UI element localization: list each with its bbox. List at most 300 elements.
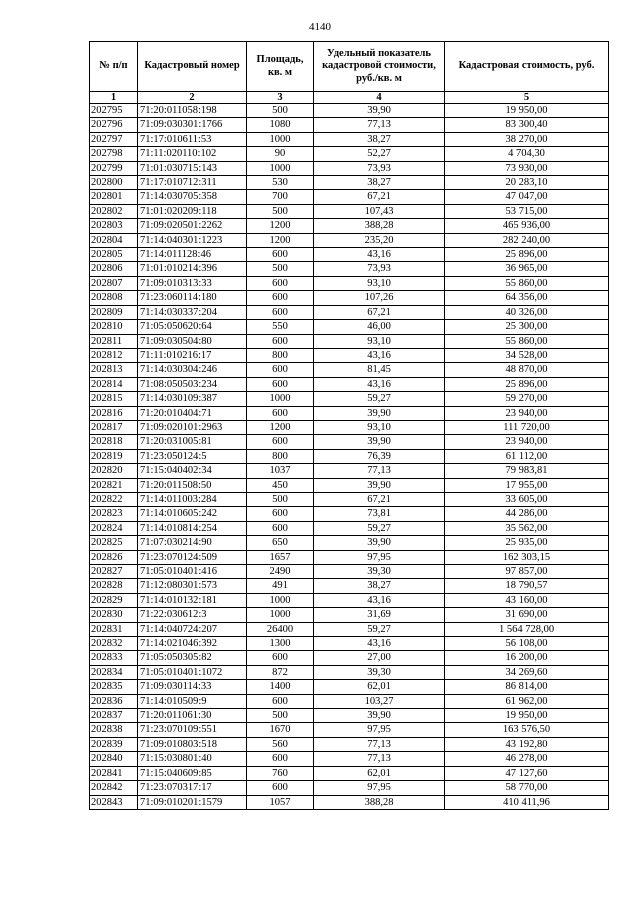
cadastral-value-cell: 47 127,60 bbox=[445, 766, 609, 780]
cadastral-value-cell: 4 704,30 bbox=[445, 147, 609, 161]
row-number-cell: 202841 bbox=[90, 766, 138, 780]
cadastral-number-cell: 71:23:070124:509 bbox=[138, 550, 247, 564]
cadastral-number-cell: 71:01:010214:396 bbox=[138, 262, 247, 276]
area-cell: 700 bbox=[247, 190, 314, 204]
area-cell: 800 bbox=[247, 348, 314, 362]
area-cell: 500 bbox=[247, 262, 314, 276]
area-cell: 800 bbox=[247, 449, 314, 463]
unit-value-cell: 38,27 bbox=[314, 176, 445, 190]
unit-value-cell: 39,90 bbox=[314, 478, 445, 492]
area-cell: 1000 bbox=[247, 132, 314, 146]
row-number-cell: 202835 bbox=[90, 680, 138, 694]
table-body bbox=[90, 104, 609, 810]
table-row bbox=[90, 795, 609, 809]
cadastral-number-cell: 71:11:020110:102 bbox=[138, 147, 247, 161]
cadastral-value-cell: 162 303,15 bbox=[445, 550, 609, 564]
cadastral-value-cell: 34 528,00 bbox=[445, 348, 609, 362]
row-number-cell: 202822 bbox=[90, 492, 138, 506]
table-row bbox=[90, 507, 609, 521]
row-number-cell: 202795 bbox=[90, 104, 138, 118]
cadastral-number-cell: 71:14:011003:284 bbox=[138, 492, 247, 506]
cadastral-number-cell: 71:20:011508:50 bbox=[138, 478, 247, 492]
row-number-cell: 202802 bbox=[90, 204, 138, 218]
cadastral-number-cell: 71:05:010401:416 bbox=[138, 565, 247, 579]
unit-value-cell: 77,13 bbox=[314, 464, 445, 478]
area-cell: 1200 bbox=[247, 420, 314, 434]
cadastral-number-cell: 71:15:030801:40 bbox=[138, 752, 247, 766]
area-cell: 1670 bbox=[247, 723, 314, 737]
table-row bbox=[90, 536, 609, 550]
cadastral-value-cell: 19 950,00 bbox=[445, 104, 609, 118]
area-cell: 1300 bbox=[247, 637, 314, 651]
row-number-cell: 202806 bbox=[90, 262, 138, 276]
area-cell: 90 bbox=[247, 147, 314, 161]
cadastral-number-cell: 71:12:080301:573 bbox=[138, 579, 247, 593]
cadastral-value-cell: 23 940,00 bbox=[445, 435, 609, 449]
area-cell: 760 bbox=[247, 766, 314, 780]
unit-value-cell: 97,95 bbox=[314, 723, 445, 737]
area-cell: 1000 bbox=[247, 161, 314, 175]
cadastral-value-cell: 97 857,00 bbox=[445, 565, 609, 579]
unit-value-cell: 107,26 bbox=[314, 291, 445, 305]
area-cell: 1057 bbox=[247, 795, 314, 809]
table-row bbox=[90, 680, 609, 694]
unit-value-cell: 67,21 bbox=[314, 492, 445, 506]
unit-value-cell: 73,93 bbox=[314, 262, 445, 276]
header-cadastral-number: Кадастровый номер bbox=[138, 42, 247, 92]
area-cell: 600 bbox=[247, 291, 314, 305]
cadastral-number-cell: 71:14:010814:254 bbox=[138, 521, 247, 535]
row-number-cell: 202819 bbox=[90, 449, 138, 463]
cadastral-number-cell: 71:08:050503:234 bbox=[138, 377, 247, 391]
table-row bbox=[90, 608, 609, 622]
unit-value-cell: 39,30 bbox=[314, 665, 445, 679]
header-unit-value: Удельный показатель кадастровой стоимости, руб./кв. м bbox=[314, 42, 445, 92]
cadastral-number-cell: 71:09:030504:80 bbox=[138, 334, 247, 348]
row-number-cell: 202798 bbox=[90, 147, 138, 161]
area-cell: 650 bbox=[247, 536, 314, 550]
unit-value-cell: 67,21 bbox=[314, 305, 445, 319]
cadastral-value-cell: 23 940,00 bbox=[445, 406, 609, 420]
table-row bbox=[90, 420, 609, 434]
table-row bbox=[90, 565, 609, 579]
row-number-cell: 202801 bbox=[90, 190, 138, 204]
row-number-cell: 202821 bbox=[90, 478, 138, 492]
cadastral-number-cell: 71:15:040402:34 bbox=[138, 464, 247, 478]
row-number-cell: 202805 bbox=[90, 248, 138, 262]
cadastral-number-cell: 71:14:040724:207 bbox=[138, 622, 247, 636]
cadastral-value-cell: 61 962,00 bbox=[445, 694, 609, 708]
cadastral-number-cell: 71:14:030705:358 bbox=[138, 190, 247, 204]
cadastral-value-cell: 163 576,50 bbox=[445, 723, 609, 737]
cadastral-number-cell: 71:07:030214:90 bbox=[138, 536, 247, 550]
row-number-cell: 202842 bbox=[90, 781, 138, 795]
cadastral-value-cell: 35 562,00 bbox=[445, 521, 609, 535]
table-row bbox=[90, 752, 609, 766]
area-cell: 600 bbox=[247, 276, 314, 290]
unit-value-cell: 93,10 bbox=[314, 276, 445, 290]
cadastral-number-cell: 71:14:011128:46 bbox=[138, 248, 247, 262]
table-row bbox=[90, 262, 609, 276]
row-number-cell: 202803 bbox=[90, 219, 138, 233]
row-number-cell: 202812 bbox=[90, 348, 138, 362]
cadastral-number-cell: 71:09:010201:1579 bbox=[138, 795, 247, 809]
table-row bbox=[90, 492, 609, 506]
unit-value-cell: 235,20 bbox=[314, 233, 445, 247]
table-row bbox=[90, 464, 609, 478]
cadastral-value-cell: 20 283,10 bbox=[445, 176, 609, 190]
table-row bbox=[90, 781, 609, 795]
row-number-cell: 202815 bbox=[90, 392, 138, 406]
row-number-cell: 202810 bbox=[90, 320, 138, 334]
cadastral-value-cell: 465 936,00 bbox=[445, 219, 609, 233]
cadastral-value-cell: 79 983,81 bbox=[445, 464, 609, 478]
unit-value-cell: 59,27 bbox=[314, 521, 445, 535]
cadastral-number-cell: 71:23:060114:180 bbox=[138, 291, 247, 305]
cadastral-value-cell: 31 690,00 bbox=[445, 608, 609, 622]
row-number-cell: 202817 bbox=[90, 420, 138, 434]
area-cell: 600 bbox=[247, 406, 314, 420]
table-row bbox=[90, 176, 609, 190]
cadastral-value-cell: 38 270,00 bbox=[445, 132, 609, 146]
unit-value-cell: 39,90 bbox=[314, 406, 445, 420]
row-number-cell: 202830 bbox=[90, 608, 138, 622]
table-row bbox=[90, 709, 609, 723]
row-number-cell: 202820 bbox=[90, 464, 138, 478]
row-number-cell: 202816 bbox=[90, 406, 138, 420]
table-row bbox=[90, 118, 609, 132]
unit-value-cell: 73,81 bbox=[314, 507, 445, 521]
unit-value-cell: 59,27 bbox=[314, 622, 445, 636]
unit-value-cell: 39,90 bbox=[314, 536, 445, 550]
table-row bbox=[90, 233, 609, 247]
cadastral-number-cell: 71:09:010803:518 bbox=[138, 737, 247, 751]
table-row bbox=[90, 204, 609, 218]
cadastral-number-cell: 71:14:030337:204 bbox=[138, 305, 247, 319]
table-row bbox=[90, 766, 609, 780]
cadastral-value-cell: 25 896,00 bbox=[445, 377, 609, 391]
area-cell: 500 bbox=[247, 709, 314, 723]
cadastral-number-cell: 71:17:010712:311 bbox=[138, 176, 247, 190]
unit-value-cell: 97,95 bbox=[314, 781, 445, 795]
cadastral-value-cell: 40 326,00 bbox=[445, 305, 609, 319]
cadastral-value-cell: 55 860,00 bbox=[445, 276, 609, 290]
table-row bbox=[90, 104, 609, 118]
table-row bbox=[90, 435, 609, 449]
row-number-cell: 202829 bbox=[90, 593, 138, 607]
area-cell: 1200 bbox=[247, 219, 314, 233]
unit-value-cell: 31,69 bbox=[314, 608, 445, 622]
row-number-cell: 202831 bbox=[90, 622, 138, 636]
table-row bbox=[90, 478, 609, 492]
cadastral-number-cell: 71:11:010216:17 bbox=[138, 348, 247, 362]
header-area: Площадь, кв. м bbox=[247, 42, 314, 92]
table-row bbox=[90, 449, 609, 463]
cadastral-number-cell: 71:01:030715:143 bbox=[138, 161, 247, 175]
cadastral-number-cell: 71:09:020101:2963 bbox=[138, 420, 247, 434]
table-row bbox=[90, 219, 609, 233]
cadastral-value-table bbox=[89, 41, 609, 810]
row-number-cell: 202799 bbox=[90, 161, 138, 175]
cadastral-value-cell: 25 935,00 bbox=[445, 536, 609, 550]
table-row bbox=[90, 723, 609, 737]
area-cell: 600 bbox=[247, 521, 314, 535]
area-cell: 500 bbox=[247, 104, 314, 118]
unit-value-cell: 43,16 bbox=[314, 637, 445, 651]
cadastral-number-cell: 71:05:050305:82 bbox=[138, 651, 247, 665]
area-cell: 1400 bbox=[247, 680, 314, 694]
cadastral-value-cell: 16 200,00 bbox=[445, 651, 609, 665]
cadastral-value-cell: 46 278,00 bbox=[445, 752, 609, 766]
table-row bbox=[90, 363, 609, 377]
header-cadastral-value: Кадастровая стоимость, руб. bbox=[445, 42, 609, 92]
table-row bbox=[90, 622, 609, 636]
area-cell: 600 bbox=[247, 752, 314, 766]
row-number-cell: 202809 bbox=[90, 305, 138, 319]
cadastral-value-cell: 17 955,00 bbox=[445, 478, 609, 492]
area-cell: 1200 bbox=[247, 233, 314, 247]
cadastral-value-cell: 61 112,00 bbox=[445, 449, 609, 463]
row-number-cell: 202840 bbox=[90, 752, 138, 766]
area-cell: 560 bbox=[247, 737, 314, 751]
unit-value-cell: 77,13 bbox=[314, 752, 445, 766]
row-number-cell: 202828 bbox=[90, 579, 138, 593]
cadastral-value-cell: 58 770,00 bbox=[445, 781, 609, 795]
unit-value-cell: 97,95 bbox=[314, 550, 445, 564]
unit-value-cell: 93,10 bbox=[314, 420, 445, 434]
unit-value-cell: 46,00 bbox=[314, 320, 445, 334]
page-number: 4140 bbox=[309, 21, 331, 33]
unit-value-cell: 39,30 bbox=[314, 565, 445, 579]
row-number-cell: 202834 bbox=[90, 665, 138, 679]
unit-value-cell: 103,27 bbox=[314, 694, 445, 708]
cadastral-value-cell: 25 896,00 bbox=[445, 248, 609, 262]
row-number-cell: 202833 bbox=[90, 651, 138, 665]
unit-value-cell: 27,00 bbox=[314, 651, 445, 665]
cadastral-value-cell: 111 720,00 bbox=[445, 420, 609, 434]
area-cell: 1080 bbox=[247, 118, 314, 132]
unit-value-cell: 388,28 bbox=[314, 219, 445, 233]
unit-value-cell: 62,01 bbox=[314, 766, 445, 780]
column-number: 3 bbox=[247, 92, 314, 104]
table-row bbox=[90, 651, 609, 665]
area-cell: 1000 bbox=[247, 593, 314, 607]
cadastral-number-cell: 71:01:020209:118 bbox=[138, 204, 247, 218]
row-number-cell: 202804 bbox=[90, 233, 138, 247]
area-cell: 26400 bbox=[247, 622, 314, 636]
area-cell: 550 bbox=[247, 320, 314, 334]
unit-value-cell: 77,13 bbox=[314, 118, 445, 132]
cadastral-value-cell: 18 790,57 bbox=[445, 579, 609, 593]
unit-value-cell: 81,45 bbox=[314, 363, 445, 377]
cadastral-number-cell: 71:14:030304:246 bbox=[138, 363, 247, 377]
row-number-cell: 202836 bbox=[90, 694, 138, 708]
cadastral-number-cell: 71:20:011061:30 bbox=[138, 709, 247, 723]
table-row bbox=[90, 550, 609, 564]
row-number-cell: 202800 bbox=[90, 176, 138, 190]
area-cell: 600 bbox=[247, 507, 314, 521]
area-cell: 491 bbox=[247, 579, 314, 593]
table-row bbox=[90, 694, 609, 708]
header-row-number: № п/п bbox=[90, 42, 138, 92]
unit-value-cell: 59,27 bbox=[314, 392, 445, 406]
column-number: 2 bbox=[138, 92, 247, 104]
cadastral-value-cell: 64 356,00 bbox=[445, 291, 609, 305]
cadastral-number-cell: 71:17:010611:53 bbox=[138, 132, 247, 146]
cadastral-value-cell: 48 870,00 bbox=[445, 363, 609, 377]
column-number: 1 bbox=[90, 92, 138, 104]
table-row bbox=[90, 147, 609, 161]
row-number-cell: 202796 bbox=[90, 118, 138, 132]
row-number-cell: 202827 bbox=[90, 565, 138, 579]
cadastral-number-cell: 71:09:030301:1766 bbox=[138, 118, 247, 132]
cadastral-number-cell: 71:20:010404:71 bbox=[138, 406, 247, 420]
cadastral-number-cell: 71:05:010401:1072 bbox=[138, 665, 247, 679]
cadastral-value-cell: 55 860,00 bbox=[445, 334, 609, 348]
table-row bbox=[90, 406, 609, 420]
row-number-cell: 202814 bbox=[90, 377, 138, 391]
cadastral-value-cell: 34 269,60 bbox=[445, 665, 609, 679]
row-number-cell: 202811 bbox=[90, 334, 138, 348]
table-row bbox=[90, 132, 609, 146]
cadastral-value-cell: 73 930,00 bbox=[445, 161, 609, 175]
cadastral-value-cell: 33 605,00 bbox=[445, 492, 609, 506]
cadastral-number-cell: 71:14:010605:242 bbox=[138, 507, 247, 521]
row-number-cell: 202823 bbox=[90, 507, 138, 521]
cadastral-value-cell: 282 240,00 bbox=[445, 233, 609, 247]
table-row bbox=[90, 377, 609, 391]
row-number-cell: 202813 bbox=[90, 363, 138, 377]
row-number-cell: 202824 bbox=[90, 521, 138, 535]
cadastral-value-cell: 19 950,00 bbox=[445, 709, 609, 723]
area-cell: 600 bbox=[247, 435, 314, 449]
cadastral-number-cell: 71:20:011058:198 bbox=[138, 104, 247, 118]
cadastral-value-cell: 36 965,00 bbox=[445, 262, 609, 276]
area-cell: 500 bbox=[247, 204, 314, 218]
unit-value-cell: 93,10 bbox=[314, 334, 445, 348]
table-row bbox=[90, 305, 609, 319]
table-row bbox=[90, 320, 609, 334]
unit-value-cell: 38,27 bbox=[314, 132, 445, 146]
table-row bbox=[90, 392, 609, 406]
area-cell: 600 bbox=[247, 305, 314, 319]
unit-value-cell: 43,16 bbox=[314, 377, 445, 391]
cadastral-value-cell: 47 047,00 bbox=[445, 190, 609, 204]
unit-value-cell: 39,90 bbox=[314, 435, 445, 449]
table-row bbox=[90, 161, 609, 175]
cadastral-number-cell: 71:20:031005:81 bbox=[138, 435, 247, 449]
area-cell: 450 bbox=[247, 478, 314, 492]
area-cell: 1037 bbox=[247, 464, 314, 478]
cadastral-number-cell: 71:23:050124:5 bbox=[138, 449, 247, 463]
cadastral-number-cell: 71:14:021046:392 bbox=[138, 637, 247, 651]
area-cell: 600 bbox=[247, 363, 314, 377]
cadastral-value-cell: 43 160,00 bbox=[445, 593, 609, 607]
cadastral-value-cell: 43 192,80 bbox=[445, 737, 609, 751]
row-number-cell: 202808 bbox=[90, 291, 138, 305]
cadastral-number-cell: 71:15:040609:85 bbox=[138, 766, 247, 780]
cadastral-number-cell: 71:09:010313:33 bbox=[138, 276, 247, 290]
cadastral-number-cell: 71:14:030109:387 bbox=[138, 392, 247, 406]
row-number-cell: 202832 bbox=[90, 637, 138, 651]
area-cell: 600 bbox=[247, 334, 314, 348]
unit-value-cell: 77,13 bbox=[314, 737, 445, 751]
row-number-cell: 202807 bbox=[90, 276, 138, 290]
row-number-cell: 202797 bbox=[90, 132, 138, 146]
cadastral-value-cell: 53 715,00 bbox=[445, 204, 609, 218]
cadastral-value-cell: 56 108,00 bbox=[445, 637, 609, 651]
table-row bbox=[90, 276, 609, 290]
cadastral-number-cell: 71:22:030612:3 bbox=[138, 608, 247, 622]
column-number-row bbox=[90, 92, 609, 104]
area-cell: 600 bbox=[247, 781, 314, 795]
cadastral-number-cell: 71:14:010132:181 bbox=[138, 593, 247, 607]
area-cell: 600 bbox=[247, 694, 314, 708]
cadastral-value-cell: 25 300,00 bbox=[445, 320, 609, 334]
cadastral-value-cell: 86 814,00 bbox=[445, 680, 609, 694]
unit-value-cell: 43,16 bbox=[314, 348, 445, 362]
unit-value-cell: 76,39 bbox=[314, 449, 445, 463]
row-number-cell: 202818 bbox=[90, 435, 138, 449]
area-cell: 2490 bbox=[247, 565, 314, 579]
row-number-cell: 202825 bbox=[90, 536, 138, 550]
cadastral-number-cell: 71:05:050620:64 bbox=[138, 320, 247, 334]
header-row bbox=[90, 42, 609, 92]
unit-value-cell: 39,90 bbox=[314, 104, 445, 118]
table-row bbox=[90, 190, 609, 204]
table-row bbox=[90, 291, 609, 305]
area-cell: 500 bbox=[247, 492, 314, 506]
table-row bbox=[90, 521, 609, 535]
area-cell: 600 bbox=[247, 651, 314, 665]
area-cell: 1657 bbox=[247, 550, 314, 564]
area-cell: 1000 bbox=[247, 608, 314, 622]
area-cell: 600 bbox=[247, 248, 314, 262]
cadastral-number-cell: 71:23:070317:17 bbox=[138, 781, 247, 795]
cadastral-value-cell: 83 300,40 bbox=[445, 118, 609, 132]
column-number: 4 bbox=[314, 92, 445, 104]
area-cell: 1000 bbox=[247, 392, 314, 406]
unit-value-cell: 107,43 bbox=[314, 204, 445, 218]
table-row bbox=[90, 248, 609, 262]
unit-value-cell: 52,27 bbox=[314, 147, 445, 161]
cadastral-number-cell: 71:09:020501:2262 bbox=[138, 219, 247, 233]
unit-value-cell: 39,90 bbox=[314, 709, 445, 723]
table-row bbox=[90, 593, 609, 607]
unit-value-cell: 62,01 bbox=[314, 680, 445, 694]
unit-value-cell: 67,21 bbox=[314, 190, 445, 204]
row-number-cell: 202826 bbox=[90, 550, 138, 564]
cadastral-value-cell: 1 564 728,00 bbox=[445, 622, 609, 636]
table-row bbox=[90, 737, 609, 751]
area-cell: 872 bbox=[247, 665, 314, 679]
row-number-cell: 202838 bbox=[90, 723, 138, 737]
table-row bbox=[90, 334, 609, 348]
column-number: 5 bbox=[445, 92, 609, 104]
cadastral-number-cell: 71:14:010509:9 bbox=[138, 694, 247, 708]
row-number-cell: 202839 bbox=[90, 737, 138, 751]
table-row bbox=[90, 348, 609, 362]
row-number-cell: 202843 bbox=[90, 795, 138, 809]
unit-value-cell: 38,27 bbox=[314, 579, 445, 593]
cadastral-number-cell: 71:23:070109:551 bbox=[138, 723, 247, 737]
cadastral-value-cell: 410 411,96 bbox=[445, 795, 609, 809]
table-row bbox=[90, 665, 609, 679]
table-row bbox=[90, 637, 609, 651]
unit-value-cell: 388,28 bbox=[314, 795, 445, 809]
cadastral-value-cell: 59 270,00 bbox=[445, 392, 609, 406]
unit-value-cell: 43,16 bbox=[314, 593, 445, 607]
